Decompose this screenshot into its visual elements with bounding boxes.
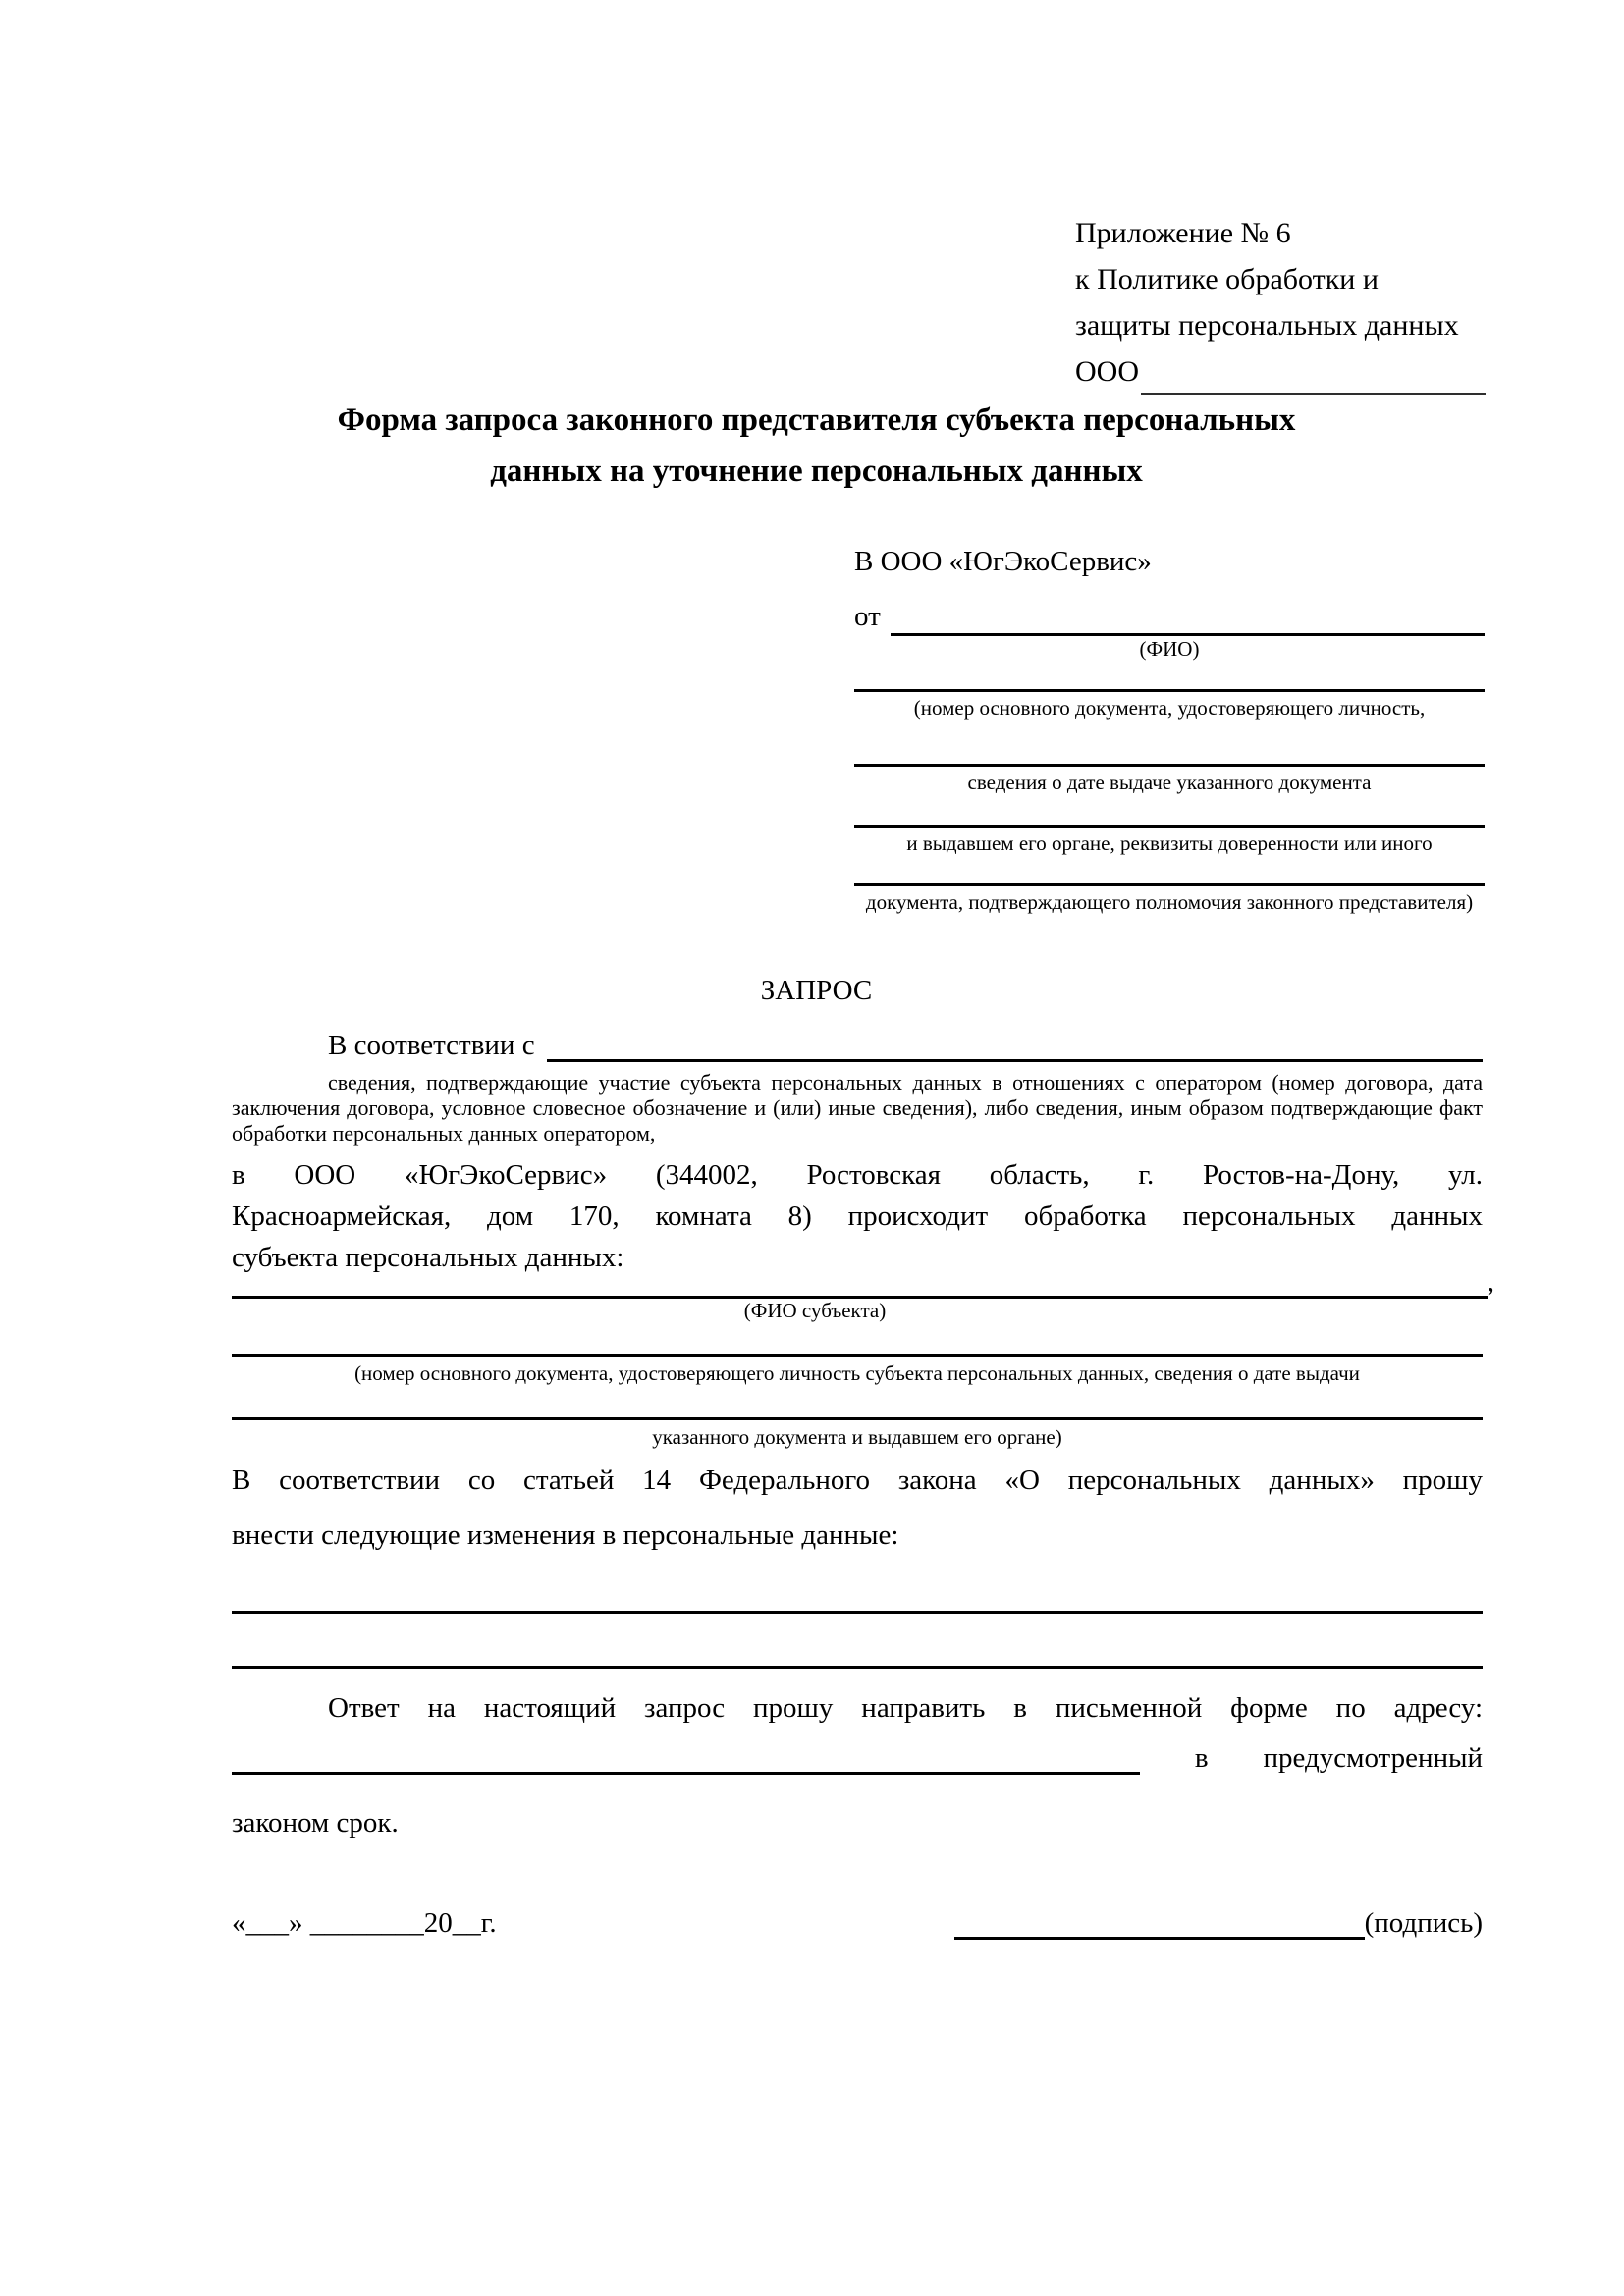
from-row bbox=[854, 597, 1485, 636]
changes-blank-line-2 bbox=[232, 1666, 1483, 1669]
blank-line-caption: (номер основного документа, удостоверяющего личность, bbox=[913, 696, 1426, 720]
fine-print-note bbox=[232, 1070, 1483, 1147]
blank-line-pair bbox=[854, 825, 1485, 856]
according-label: В соответствии с bbox=[328, 1030, 535, 1061]
reply-line-1: Ответ на настоящий запрос прошу направить в письменной форме по адресу: bbox=[328, 1692, 1483, 1724]
fio-caption: (ФИО) bbox=[1139, 637, 1200, 661]
according-blank-line bbox=[547, 1059, 1483, 1062]
reply-address-blank-line bbox=[232, 1736, 1140, 1775]
blank-line-pair bbox=[854, 764, 1485, 795]
reply-closing: законом срок. bbox=[232, 1807, 399, 1839]
fine-print-line-1: сведения, подтверждающие участие субъекта персональных данных в отношениях с оператором (номер договора, дата bbox=[328, 1070, 1483, 1095]
blank-line-pair bbox=[854, 883, 1485, 915]
operator-line-3: субъекта персональных данных: bbox=[232, 1242, 624, 1273]
according-row bbox=[232, 1027, 1483, 1062]
article-line-1: В соответствии со статьей 14 Федерального закона «О персональных данных» прошу bbox=[232, 1465, 1483, 1496]
article-line-2: внести следующие изменения в персональные данные: bbox=[232, 1520, 899, 1551]
footer-row bbox=[232, 1898, 1483, 1940]
changes-blank-line-1 bbox=[232, 1611, 1483, 1614]
subject-fio-row bbox=[232, 1266, 1494, 1299]
signature-blank-line bbox=[954, 1897, 1365, 1940]
subject-doc-caption-1: (номер основного документа, удостоверяющего личность субъекта персональных данных, сведения о дате выдачи bbox=[354, 1362, 1360, 1385]
title-line-2: данных на уточнение персональных данных bbox=[490, 454, 1143, 489]
operator-line-1: в ООО «ЮгЭкоСервис» (344002, Ростовская область, г. Ростов-на-Дону, ул. bbox=[232, 1159, 1483, 1191]
subject-doc-pair-1 bbox=[232, 1354, 1483, 1386]
subject-doc-caption-2: указанного документа и выдавшем его органе) bbox=[652, 1425, 1062, 1449]
signature-group bbox=[954, 1897, 1483, 1940]
company-prefix: ООО bbox=[1075, 355, 1139, 388]
blank-line-caption: документа, подтверждающего полномочия законного представителя) bbox=[865, 890, 1474, 914]
annex-company-row bbox=[1075, 348, 1486, 395]
from-label: от bbox=[854, 601, 881, 632]
annex-line-2: к Политике обработки и bbox=[1075, 263, 1379, 295]
annex-line-3: защиты персональных данных bbox=[1075, 309, 1459, 342]
reply-word-1: в bbox=[1194, 1742, 1209, 1774]
reply-word-2: предусмотренный bbox=[1263, 1742, 1483, 1774]
operator-paragraph bbox=[232, 1154, 1483, 1278]
blank-line-caption: сведения о дате выдаче указанного документа bbox=[967, 771, 1372, 794]
request-heading: ЗАПРОС bbox=[760, 975, 873, 1006]
title-line-1: Форма запроса законного представителя субъекта персональных bbox=[337, 402, 1296, 438]
addressee-to: В ООО «ЮгЭкоСервис» bbox=[854, 546, 1152, 577]
company-name-blank-line bbox=[1141, 353, 1486, 395]
date-fill-in: «___» ________20__г. bbox=[232, 1907, 497, 1939]
addressee-block bbox=[854, 542, 1485, 915]
blank-line-caption: и выдавшем его органе, реквизиты доверенности или иного bbox=[906, 831, 1433, 855]
fine-print-line-2: заключения договора, условное словесное обозначение и (или) иные сведения), либо сведения, иным образом подтверждающие факт bbox=[232, 1095, 1483, 1120]
document-title bbox=[147, 395, 1486, 497]
article-paragraph bbox=[232, 1453, 1483, 1563]
signature-caption: (подпись) bbox=[1364, 1907, 1483, 1939]
trailing-comma: , bbox=[1487, 1266, 1494, 1298]
fine-print-line-3: обработки персональных данных оператором, bbox=[232, 1121, 656, 1146]
annex-line-1: Приложение № 6 bbox=[1075, 217, 1291, 249]
subject-fio-blank-line bbox=[232, 1270, 1488, 1299]
subject-fio-caption: (ФИО субъекта) bbox=[743, 1299, 887, 1322]
operator-line-2: Красноармейская, дом 170, комната 8) происходит обработка персональных данных bbox=[232, 1201, 1483, 1232]
reply-address-row bbox=[232, 1739, 1483, 1775]
subject-doc-pair-2 bbox=[232, 1417, 1483, 1450]
annex-block bbox=[1075, 210, 1486, 395]
blank-line-pair bbox=[854, 689, 1485, 721]
